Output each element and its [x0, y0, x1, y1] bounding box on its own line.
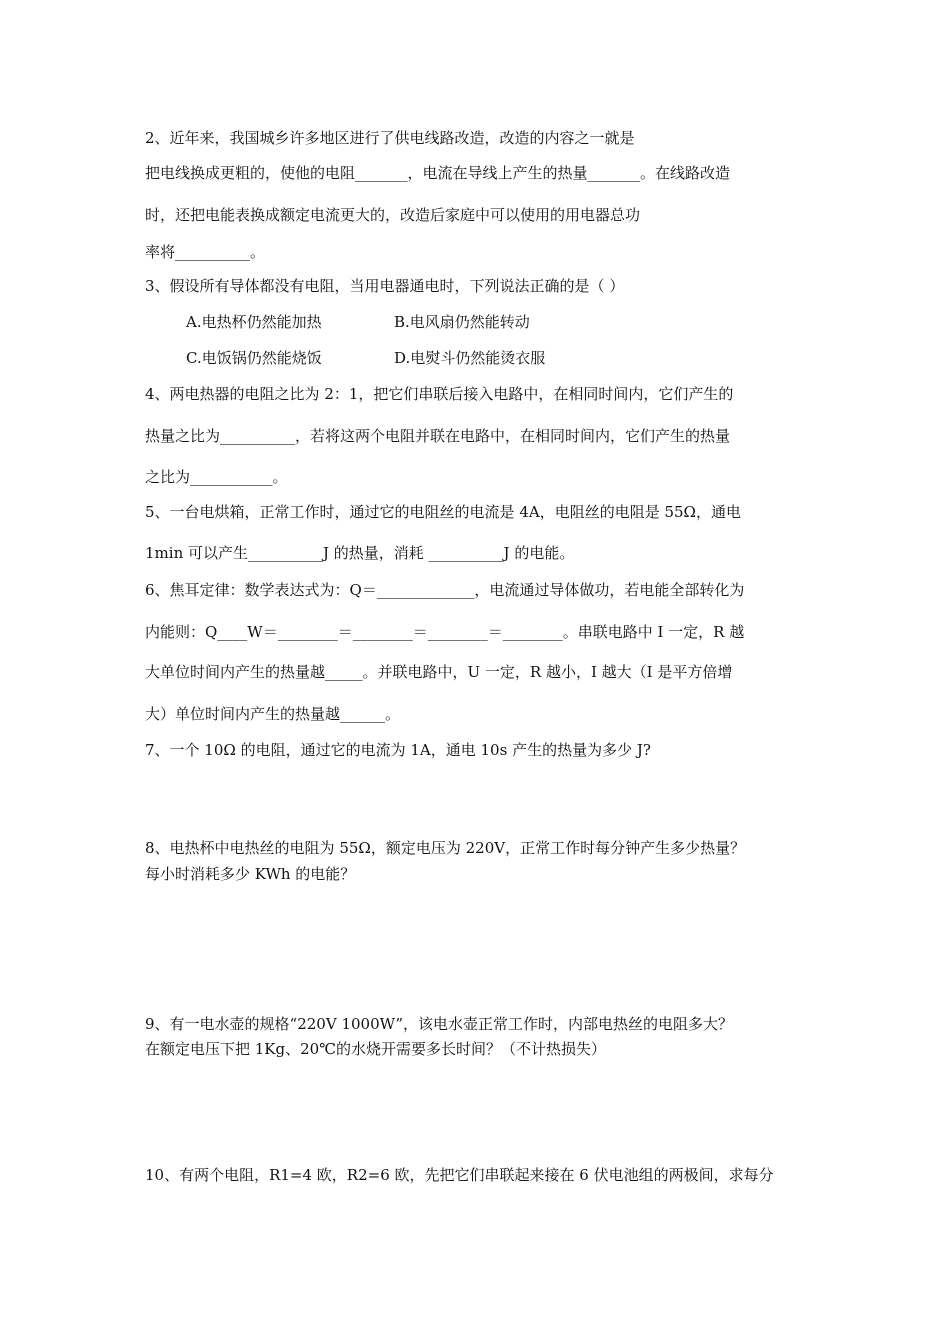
q4-line-3: 之比为___________。	[145, 468, 288, 486]
q2-line-4: 率将__________。	[145, 243, 266, 261]
q3-option-a: A.电热杯仍然能加热	[186, 313, 322, 331]
q3-option-b: B.电风扇仍然能转动	[394, 313, 530, 331]
q2-line-2: 把电线换成更粗的，使他的电阻_______，电流在导线上产生的热量_______。在线路改造	[145, 164, 731, 182]
q6-line-1: 6、焦耳定律：数学表达式为：Q＝_____________，电流通过导体做功，若电能全部转化为	[145, 581, 745, 599]
q4-line-1: 4、两电热器的电阻之比为 2：1，把它们串联后接入电路中，在相同时间内，它们产生的	[145, 385, 734, 403]
q3-option-d: D.电熨斗仍然能烫衣服	[394, 349, 546, 367]
q5-line-2: 1min 可以产生__________J 的热量，消耗 __________J 的电能。	[145, 544, 575, 562]
q2-line-1: 2、近年来，我国城乡许多地区进行了供电线路改造，改造的内容之一就是	[145, 129, 635, 147]
q3-option-c: C.电饭锅仍然能烧饭	[186, 349, 322, 367]
q10-line-1: 10、有两个电阻，R1=4 欧，R2=6 欧，先把它们串联起来接在 6 伏电池组的两极间，求每分	[145, 1166, 774, 1184]
q6-line-4: 大）单位时间内产生的热量越______。	[145, 705, 401, 723]
q3-stem: 3、假设所有导体都没有电阻，当用电器通电时，下列说法正确的是（ ）	[145, 277, 625, 295]
q8-line-2: 每小时消耗多少 KWh 的电能？	[145, 865, 356, 883]
q9-line-2: 在额定电压下把 1Kg、20℃的水烧开需要多长时间？（不计热损失）	[145, 1040, 606, 1058]
q7-line-1: 7、一个 10Ω 的电阻，通过它的电流为 1A，通电 10s 产生的热量为多少 J?	[145, 741, 651, 759]
q2-line-3: 时，还把电能表换成额定电流更大的，改造后家庭中可以使用的用电器总功	[145, 206, 641, 224]
q5-line-1: 5、一台电烘箱，正常工作时，通过它的电阻丝的电流是 4A，电阻丝的电阻是 55Ω，通电	[145, 503, 741, 521]
q6-line-3: 大单位时间内产生的热量越_____。并联电路中，U 一定，R 越小，I 越大（I 是平方倍增	[145, 663, 733, 681]
q8-line-1: 8、电热杯中电热丝的电阻为 55Ω，额定电压为 220V，正常工作时每分钟产生多少热量？	[145, 839, 746, 857]
q9-line-1: 9、有一电水壶的规格“220V 1000W”，该电水壶正常工作时，内部电热丝的电阻多大？	[145, 1015, 733, 1033]
q6-line-2: 内能则：Q____W＝________＝________＝________＝________。串联电路中 I 一定，R 越	[145, 623, 745, 641]
q4-line-2: 热量之比为__________，若将这两个电阻并联在电路中，在相同时间内，它们产生的热量	[145, 427, 731, 445]
